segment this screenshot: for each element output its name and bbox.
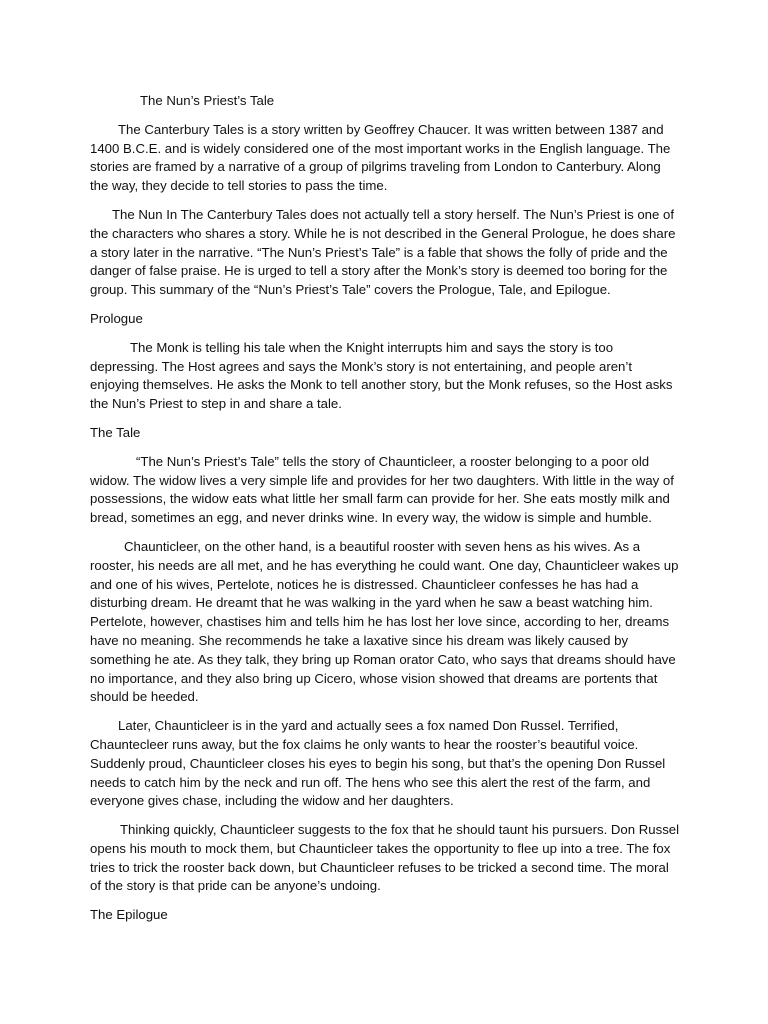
prologue-paragraph: The Monk is telling his tale when the Knight interrupts him and says the story is too depressing. The Host agrees and says the Monk’s story is not entertaining, and people aren’t enjoying themselves. He asks the Monk to tell another story, but the Monk refuses, so the Host asks the Nun’s Priest to step in and share a tale.: [90, 339, 673, 412]
tale-paragraph: Later, Chaunticleer is in the yard and actually sees a fox named Don Russel. Terrified, Chauntecleer runs away, but the fox claims he only wants to hear the rooster’s beautiful voice. Suddenly proud, Chaunticleer closes his eyes to begin his song, but that’s the opening Don Russel needs to catch him by the neck and run off. The hens who see this alert the rest of the farm, and everyone gives chase, including the widow and her daughters.: [90, 718, 666, 809]
document-page: [90, 92, 682, 935]
tale-paragraph: Chaunticleer, on the other hand, is a beautiful rooster with seven hens as his wives. As a rooster, his needs are all met, and he has everything he could want. One day, Chaunticleer wakes up and one of his wives, Pertelote, notices he is distressed. Chaunticleer confesses he has had a disturbing dream. He dreamt that he was walking in the yard when he saw a beast watching him. Pertelote, however, chastises him and tells him he has lost her love since, according to her, dreams have no meaning. She recommends he take a laxative since his dream was likely caused by something he ate. As they talk, they bring up Roman orator Cato, who says that dreams should have no importance, and they also bring up Cicero, whose vision showed that dreams are portents that should be heeded.: [90, 538, 679, 705]
section-heading-epilogue: The Epilogue: [90, 907, 168, 923]
section-heading-prologue: Prologue: [90, 310, 143, 326]
document-title: The Nun’s Priest’s Tale: [140, 93, 275, 108]
tale-paragraph: “The Nun’s Priest’s Tale” tells the story of Chaunticleer, a rooster belonging to a poor old widow. The widow lives a very simple life and provides for her two daughters. With little in the way of possessions, the widow eats what little her small farm can provide for her. She eats mostly milk and bread, sometimes an egg, and never drinks wine. In every way, the widow is simple and humble.: [90, 453, 674, 526]
intro-paragraph: The Canterbury Tales is a story written by Geoffrey Chaucer. It was written between 1387 and 1400 B.C.E. and is widely considered one of the most important works in the English language. The stories are framed by a narrative of a group of pilgrims traveling from London to Canterbury. Along the way, they decide to tell stories to pass the time.: [90, 121, 671, 194]
intro-paragraph: The Nun In The Canterbury Tales does not actually tell a story herself. The Nun’s Priest is one of the characters who shares a story. While he is not described in the General Prologue, he does share a story later in the narrative. “The Nun’s Priest’s Tale” is a fable that shows the folly of pride and the danger of false praise. He is urged to tell a story after the Monk’s story is deemed too boring for the group. This summary of the “Nun’s Priest’s Tale” covers the Prologue, Tale, and Epilogue.: [90, 206, 676, 298]
section-heading-tale: The Tale: [90, 424, 141, 440]
tale-paragraph: Thinking quickly, Chaunticleer suggests to the fox that he should taunt his pursuers. Don Russel opens his mouth to mock them, but Chaunticleer takes the opportunity to flee up into a tree. The fox tries to trick the rooster back down, but Chaunticleer refuses to be tricked a second time. The moral of the story is that pride can be anyone’s undoing.: [90, 822, 680, 894]
